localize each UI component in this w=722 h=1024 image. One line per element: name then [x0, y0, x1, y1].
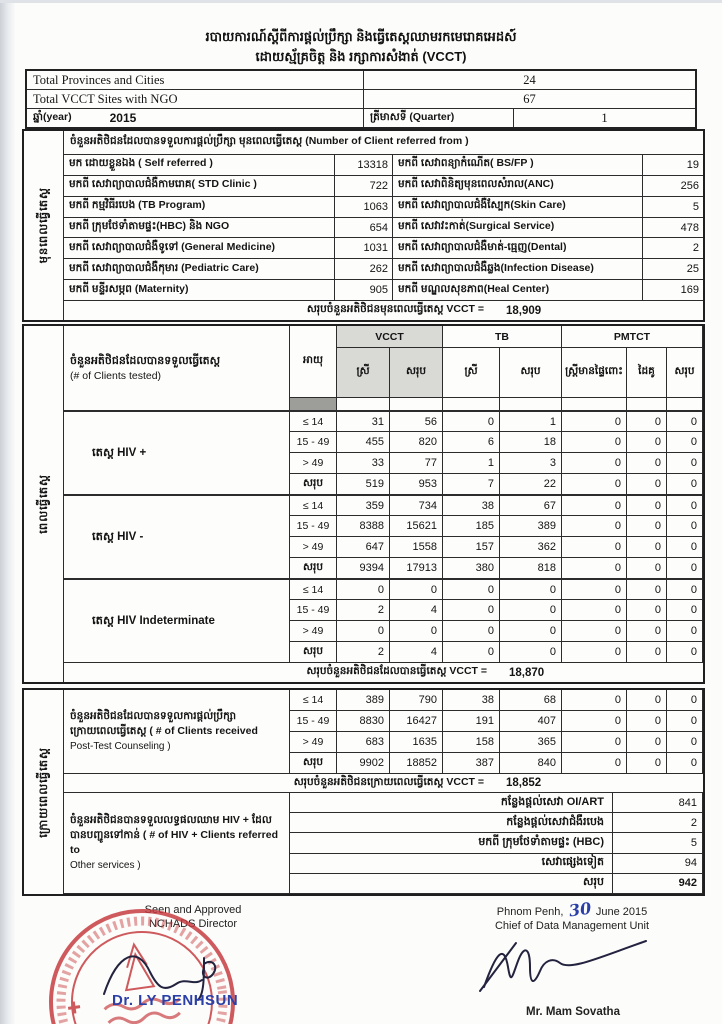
provinces-value: 24 — [523, 72, 536, 87]
value-cell: 519 — [337, 474, 390, 495]
referral-destination-label: សេវាផ្សេងទៀត — [290, 854, 613, 874]
value-cell: 38 — [443, 495, 500, 516]
spacer-cell — [500, 398, 562, 411]
post-test-side-strip — [24, 690, 64, 894]
value-cell: 0 — [667, 495, 703, 516]
tested-title-en: (# of Clients tested) — [70, 370, 162, 382]
spacer-cell — [337, 398, 390, 411]
age-cell: សរុប — [290, 753, 337, 774]
value-cell: 0 — [562, 642, 627, 663]
age-cell: 15 - 49 — [290, 600, 337, 621]
referral-destination-value: 94 — [613, 854, 703, 874]
pre-test-side-label: មុនពេលធ្វើតេស្ត — [38, 187, 50, 264]
value-cell: 0 — [562, 600, 627, 621]
post-test-section — [22, 688, 705, 896]
value-cell: 1635 — [390, 732, 443, 753]
sub-header: ស្រី — [337, 348, 390, 398]
value-cell: 0 — [667, 432, 703, 453]
referral-source-left-label: មកពី កម្មវិធីរបេង (TB Program) — [64, 197, 335, 217]
value-cell: 647 — [337, 537, 390, 558]
clients-tested-grid — [64, 326, 703, 682]
sub-header: សរុប — [390, 348, 443, 398]
referral-source-left-label: មកពី មន្ទីរសម្ភព (Maternity) — [64, 280, 335, 300]
group-header-vcct: VCCT — [337, 326, 443, 348]
value-cell: 1 — [443, 453, 500, 474]
value-cell: 158 — [443, 732, 500, 753]
post-test-label-line3: Post-Test Counseling ) — [70, 741, 171, 752]
value-cell: 9394 — [337, 558, 390, 579]
referral-source-right-label: មកពី សេវាពន្យាកំណើត( BS/FP ) — [393, 155, 643, 175]
age-cell: 15 - 49 — [290, 711, 337, 732]
group-header-tb: TB — [443, 326, 562, 348]
value-cell: 16427 — [390, 711, 443, 732]
value-cell: 455 — [337, 432, 390, 453]
referral-source-right-value: 169 — [680, 284, 699, 297]
value-cell: 8830 — [337, 711, 390, 732]
report-title-line1: របាយការណ៍ស្តីពីការផ្តល់ប្រឹក្សា និងធ្វើតេស្តឈាមរកមេរោគអេដស៍ — [205, 29, 517, 44]
age-cell: > 49 — [290, 621, 337, 642]
year-cell — [27, 109, 364, 127]
value-cell: 0 — [667, 516, 703, 537]
value-cell: 0 — [627, 537, 667, 558]
referral-source-right-label: មកពី សេវាវះកាត់(Surgical Service) — [393, 218, 643, 238]
tested-summary-value: 18,870 — [509, 666, 545, 679]
post-test-summary-value: 18,852 — [506, 777, 542, 790]
value-cell: 0 — [627, 453, 667, 474]
referral-destination-label: សរុប — [290, 874, 613, 894]
value-cell: 0 — [390, 579, 443, 600]
value-cell: 0 — [500, 621, 562, 642]
value-cell: 6 — [443, 432, 500, 453]
value-cell: 0 — [627, 516, 667, 537]
report-title — [0, 27, 722, 67]
value-cell: 33 — [337, 453, 390, 474]
year-value: 2015 — [109, 111, 137, 125]
referral-source-right-value: 2 — [692, 242, 699, 255]
post-test-label-line1: ចំនួនអតិថិជនដែលបានទទួលការផ្តល់ប្រឹក្សា — [70, 710, 237, 722]
value-cell: 0 — [390, 621, 443, 642]
pre-test-summary-row — [64, 301, 703, 320]
group-header-pmtct: PMTCT — [562, 326, 703, 348]
date-rest: June 2015 — [595, 906, 648, 918]
referral-destination-label: កន្លែងផ្តល់សេវា OI/ART — [290, 793, 613, 813]
value-cell: 0 — [667, 690, 703, 711]
referral-destination-value: 2 — [613, 813, 703, 833]
referral-source-right-label: មកពី សេវាព្យាបាលជំងឺមាត់-ធ្មេញ(Dental) — [393, 238, 643, 258]
age-cell: 15 - 49 — [290, 516, 337, 537]
age-cell: ≤ 14 — [290, 495, 337, 516]
referral-source-right-value: 19 — [686, 158, 699, 171]
value-cell: 9902 — [337, 753, 390, 774]
tested-summary-row — [64, 663, 703, 682]
value-cell: 0 — [562, 558, 627, 579]
referral-label-line1: ចំនួនអតិថិជនបានទទួលលទ្ធផលឈាម HIV + ដែល — [70, 814, 272, 827]
post-test-summary-label: សរុបចំនួនអតិថិជនក្រោយពេលធ្វើតេស្ត VCCT = — [293, 775, 484, 788]
value-cell: 7 — [443, 474, 500, 495]
value-cell: 17913 — [390, 558, 443, 579]
value-cell: 0 — [627, 600, 667, 621]
value-cell: 389 — [500, 516, 562, 537]
referral-destination-value: 841 — [613, 793, 703, 813]
sites-label: Total VCCT Sites with NGO — [27, 90, 364, 108]
spacer-cell — [667, 398, 703, 411]
referral-destination-label: មកពី ក្រុមថែទាំតាមផ្ទះ (HBC) — [290, 833, 613, 853]
handwritten-day: 30 — [567, 898, 592, 921]
value-cell: 0 — [627, 411, 667, 432]
value-cell: 0 — [443, 621, 500, 642]
chief-signature — [478, 933, 653, 1000]
pre-test-table — [22, 129, 705, 322]
value-cell: 0 — [627, 690, 667, 711]
pre-test-rows — [64, 155, 703, 301]
value-cell: 0 — [667, 711, 703, 732]
test-section-label: តេស្ត HIV + — [64, 411, 290, 495]
pre-test-row — [64, 176, 703, 197]
value-cell: 840 — [500, 753, 562, 774]
referral-source-right-label: មកពី សេវាព្យាបាលជំងឺស្បែក(Skin Care) — [393, 197, 643, 217]
value-cell: 8388 — [337, 516, 390, 537]
referral-source-left-label: មកពី សេវាព្យាបាលជំងឺទូទៅ (General Medicine) — [64, 238, 335, 258]
value-cell: 0 — [627, 711, 667, 732]
value-cell: 0 — [667, 600, 703, 621]
year-label: ឆ្នាំ(year) — [33, 110, 72, 123]
referral-grid — [64, 793, 703, 894]
value-cell: 3 — [500, 453, 562, 474]
value-cell: 734 — [390, 495, 443, 516]
value-cell: 0 — [627, 642, 667, 663]
age-cell: ≤ 14 — [290, 690, 337, 711]
referral-source-right-value: 25 — [686, 263, 699, 276]
referral-label-line2: បានបញ្ជូនទៅកាន់ ( # of HIV + Clients referred to — [70, 829, 278, 857]
value-cell: 0 — [627, 495, 667, 516]
referral-source-right-label: មកពី សេវាព្យាបាលជំងឺឆ្លង(Infection Disease) — [393, 259, 643, 279]
quarter-label: ត្រីមាសទី (Quarter) — [364, 109, 514, 127]
provinces-label: Total Provinces and Cities — [27, 71, 364, 89]
value-cell: 0 — [562, 753, 627, 774]
report-title-line2: ដោយស្ម័គ្រចិត្ត និង រក្សាការសំងាត់ (VCCT) — [255, 49, 467, 64]
pre-test-row — [64, 280, 703, 301]
age-cell: > 49 — [290, 453, 337, 474]
year-quarter-row — [27, 108, 695, 127]
value-cell: 0 — [667, 558, 703, 579]
value-cell: 0 — [337, 621, 390, 642]
value-cell: 31 — [337, 411, 390, 432]
pre-test-row — [64, 155, 703, 176]
sites-row — [27, 89, 695, 108]
tested-summary-label: សរុបចំនួនអតិថិជនដែលបានធ្វើតេស្ត VCCT = — [306, 665, 487, 677]
value-cell: 0 — [667, 474, 703, 495]
post-test-side-label: ក្រោយពេលធ្វើតេស្ត — [38, 746, 50, 838]
referral-destination-label: កន្លែងផ្តល់សេវាជំងឺរបេង — [290, 813, 613, 833]
pre-test-row — [64, 259, 703, 280]
quarter-value: 1 — [601, 110, 608, 125]
value-cell: 387 — [443, 753, 500, 774]
value-cell: 0 — [667, 732, 703, 753]
value-cell: 0 — [627, 732, 667, 753]
value-cell: 0 — [667, 621, 703, 642]
sub-header: សរុប — [500, 348, 562, 398]
post-test-label-line2: ក្រោយពេលធ្វើតេស្ត ( # of Clients received — [70, 725, 258, 737]
value-cell: 0 — [627, 621, 667, 642]
referral-source-left-label: មកពី សេវាព្យាបាលជំងឺកាមរោគ( STD Clinic ) — [64, 176, 335, 196]
value-cell: 68 — [500, 690, 562, 711]
value-cell: 0 — [627, 558, 667, 579]
referral-label-line3: Other services ) — [70, 860, 141, 872]
approval-line1: Seen and Approved — [144, 904, 242, 916]
sub-header: ស្ត្រីមានផ្ទៃពោះ — [562, 348, 627, 398]
clients-tested-table — [22, 324, 705, 684]
value-cell: 0 — [667, 411, 703, 432]
referral-source-left-value: 905 — [335, 280, 393, 300]
value-cell: 362 — [500, 537, 562, 558]
pre-test-content — [64, 131, 703, 320]
referral-source-left-value: 13318 — [335, 155, 393, 175]
value-cell: 191 — [443, 711, 500, 732]
referral-source-right-label: មកពី សេវាពិនិត្យមុនពេលសំរាល(ANC) — [393, 176, 643, 196]
test-section-label: តេស្ត HIV - — [64, 495, 290, 579]
chief-name: Mr. Mam Sovatha — [526, 1006, 620, 1018]
spacer-age-cell — [290, 398, 337, 411]
scan-top-shadow — [0, 0, 722, 3]
value-cell: 0 — [562, 453, 627, 474]
post-test-content — [64, 690, 703, 894]
referral-source-left-value: 722 — [335, 176, 393, 196]
value-cell: 953 — [390, 474, 443, 495]
provinces-row — [27, 71, 695, 89]
value-cell: 790 — [390, 690, 443, 711]
value-cell: 818 — [500, 558, 562, 579]
value-cell: 0 — [562, 621, 627, 642]
age-cell: > 49 — [290, 732, 337, 753]
age-cell: ≤ 14 — [290, 411, 337, 432]
value-cell: 389 — [337, 690, 390, 711]
value-cell: 4 — [390, 642, 443, 663]
sub-header: ដៃគូ — [627, 348, 667, 398]
age-cell: ≤ 14 — [290, 579, 337, 600]
value-cell: 0 — [443, 579, 500, 600]
spacer-cell — [562, 398, 627, 411]
referral-destination-value: 5 — [613, 833, 703, 853]
value-cell: 4 — [390, 600, 443, 621]
approval-line2: NCHADS Director — [148, 918, 237, 930]
pre-test-side-strip — [24, 131, 64, 320]
value-cell: 18852 — [390, 753, 443, 774]
value-cell: 1 — [500, 411, 562, 432]
value-cell: 0 — [667, 579, 703, 600]
place-date-line — [452, 898, 692, 921]
test-side-strip — [24, 326, 64, 682]
sub-header: សរុប — [667, 348, 703, 398]
value-cell: 2 — [337, 600, 390, 621]
age-cell: សរុប — [290, 474, 337, 495]
sub-header: ស្រី — [443, 348, 500, 398]
age-cell: សរុប — [290, 558, 337, 579]
value-cell: 0 — [627, 579, 667, 600]
value-cell: 0 — [562, 516, 627, 537]
test-section-label: តេស្ត HIV Indeterminate — [64, 579, 290, 663]
post-test-label-cell — [64, 690, 290, 774]
value-cell: 0 — [562, 690, 627, 711]
age-column-header: អាយុ — [290, 326, 337, 398]
sites-value: 67 — [523, 91, 536, 106]
value-cell: 157 — [443, 537, 500, 558]
test-side-label: ពេលធ្វើតេស្ត — [38, 474, 50, 534]
value-cell: 407 — [500, 711, 562, 732]
value-cell: 38 — [443, 690, 500, 711]
value-cell: 67 — [500, 495, 562, 516]
value-cell: 0 — [500, 600, 562, 621]
referral-source-right-value: 478 — [680, 221, 699, 234]
value-cell: 0 — [562, 711, 627, 732]
spacer-cell — [627, 398, 667, 411]
value-cell: 0 — [627, 474, 667, 495]
referral-source-left-value: 1031 — [335, 238, 393, 258]
referral-source-left-label: មកពី សេវាព្យាបាលជំងឺកុមារ (Pediatric Care) — [64, 259, 335, 279]
value-cell: 683 — [337, 732, 390, 753]
tested-corner-cell — [64, 326, 290, 411]
summary-header-table — [25, 69, 697, 131]
value-cell: 0 — [562, 732, 627, 753]
value-cell: 0 — [562, 432, 627, 453]
referral-source-left-label: មក ដោយខ្លួនឯង ( Self referred ) — [64, 155, 335, 175]
value-cell: 0 — [562, 411, 627, 432]
referral-label-cell — [64, 793, 290, 894]
value-cell: 0 — [667, 753, 703, 774]
place-date-block — [452, 898, 692, 933]
value-cell: 0 — [337, 579, 390, 600]
value-cell: 0 — [667, 642, 703, 663]
referral-source-left-value: 262 — [335, 259, 393, 279]
value-cell: 0 — [627, 753, 667, 774]
post-test-grid — [64, 690, 703, 774]
referral-source-left-label: មកពី ក្រុមថែទាំតាមផ្ទះ(HBC) និង NGO — [64, 218, 335, 238]
value-cell: 0 — [443, 411, 500, 432]
referral-source-left-value: 654 — [335, 218, 393, 238]
referral-destination-value: 942 — [613, 874, 703, 894]
value-cell: 820 — [390, 432, 443, 453]
value-cell: 22 — [500, 474, 562, 495]
pre-test-summary-value: 18,909 — [506, 304, 542, 317]
value-cell: 0 — [562, 495, 627, 516]
value-cell: 2 — [337, 642, 390, 663]
value-cell: 0 — [667, 537, 703, 558]
age-cell: 15 - 49 — [290, 432, 337, 453]
referral-source-right-label: មកពី មណ្ឌលសុខភាព(Heal Center) — [393, 280, 643, 300]
referral-source-right-value: 256 — [680, 179, 699, 192]
value-cell: 0 — [500, 642, 562, 663]
value-cell: 18 — [500, 432, 562, 453]
post-test-summary-row — [64, 774, 703, 793]
spacer-cell — [390, 398, 443, 411]
value-cell: 77 — [390, 453, 443, 474]
value-cell: 56 — [390, 411, 443, 432]
pre-test-row — [64, 197, 703, 218]
value-cell: 0 — [443, 600, 500, 621]
value-cell: 0 — [500, 579, 562, 600]
referral-source-left-value: 1063 — [335, 197, 393, 217]
value-cell: 380 — [443, 558, 500, 579]
value-cell: 0 — [562, 579, 627, 600]
director-name: Dr. LY PENHSUN — [112, 992, 239, 1009]
referral-source-right-value: 5 — [692, 200, 699, 213]
value-cell: 15621 — [390, 516, 443, 537]
value-cell: 359 — [337, 495, 390, 516]
pre-test-summary-label: សរុបចំនួនអតិថិជនមុនពេលធ្វើតេស្ត VCCT = — [306, 303, 484, 315]
value-cell: 0 — [667, 453, 703, 474]
pre-test-header: ចំនួនអតិថិជនដែលបានទទួលការផ្តល់ប្រឹក្សា មុនពេលធ្វើតេស្ត (Number of Client referred from ) — [64, 131, 703, 155]
value-cell: 0 — [562, 474, 627, 495]
spacer-cell — [443, 398, 500, 411]
value-cell: 0 — [443, 642, 500, 663]
tested-title-khmer: ចំនួនអតិថិជនដែលបានទទួលធ្វើតេស្ត — [70, 355, 221, 367]
place-label: Phnom Penh, — [496, 906, 564, 918]
pre-test-row — [64, 218, 703, 239]
value-cell: 1558 — [390, 537, 443, 558]
value-cell: 185 — [443, 516, 500, 537]
scan-edge-shadow — [0, 0, 15, 1024]
age-cell: > 49 — [290, 537, 337, 558]
pre-test-row — [64, 238, 703, 259]
chief-title: Chief of Data Management Unit — [494, 920, 650, 932]
value-cell: 365 — [500, 732, 562, 753]
value-cell: 0 — [562, 537, 627, 558]
age-cell: សរុប — [290, 642, 337, 663]
value-cell: 0 — [627, 432, 667, 453]
